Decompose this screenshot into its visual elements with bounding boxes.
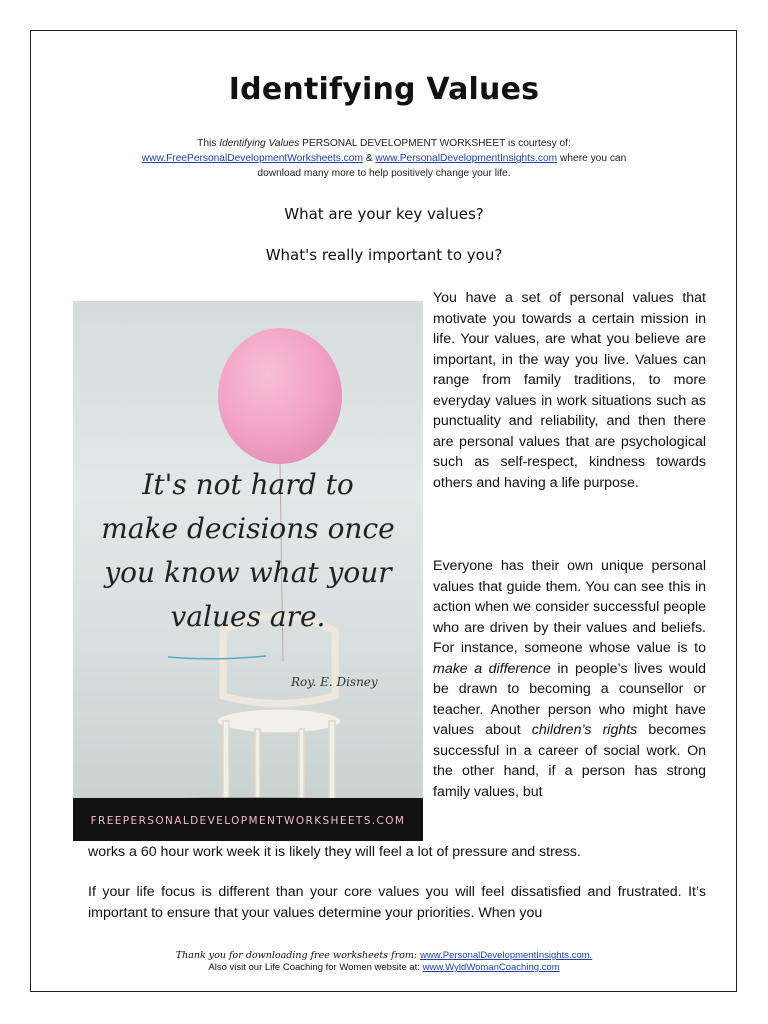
balloon-shape [218,328,342,464]
paragraph-unique-values-tail: works a 60 hour work week it is likely they will feel a lot of pressure and stress. [88,844,581,860]
p2-part-a: Everyone has their own unique personal values that guide them. You can see this in action when we consider successful people who are driven by their values and beliefs. For instance, someone whose value is to [433,558,706,656]
footer-insights-link[interactable]: www.PersonalDevelopmentInsights.com. [420,950,593,961]
paragraph-life-focus: If your life focus is different than your core values you will feel dissatisfied and frustrated. It’s important to ensure that your values determine your priorities. When you [88,884,706,921]
paragraph-unique-values [433,556,706,802]
p2-emphasis-rights: children’s rights [531,722,638,738]
insights-link[interactable]: www.PersonalDevelopmentInsights.com [375,153,558,164]
courtesy-mid: PERSONAL DEVELOPMENT WORKSHEET is courtesy of: [299,138,571,149]
quote-line-2: make decisions once [101,512,395,545]
quote-author: Roy. E. Disney [291,675,378,689]
p2-emphasis-difference: make a difference [433,660,551,677]
poster-banner-text: FREEPERSONALDEVELOPMENTWORKSHEETS.COM [90,815,406,827]
poster-quote [73,463,423,639]
courtesy-pre: This [197,138,220,149]
page-title: Identifying Values [228,72,540,107]
page-footer [0,950,768,974]
question-important: What's really important to you? [265,246,503,264]
footer-thanks: Thank you for downloading free worksheets from: [175,950,421,961]
courtesy-note [80,136,688,181]
quote-underline [168,656,266,659]
chair-shape [217,616,341,801]
footer-visit-text: Also visit our Life Coaching for Women website at: [208,962,423,973]
quote-line-3: you know what your [104,556,392,589]
free-worksheets-link[interactable]: www.FreePersonalDevelopmentWorksheets.com [141,153,363,164]
courtesy-amp: & [362,153,376,164]
p2-part-c: becomes successful in a career of social work. On the other hand, if a person has strong family values, but [433,722,706,800]
quote-poster-image [73,301,423,841]
courtesy-post2: download many more to help positively change your life. [257,168,511,179]
p2-part-b: in people’s lives would be drawn to becoming a counsellor or teacher. Another person who might have values about [433,660,706,738]
courtesy-post1: where you can [557,153,627,164]
paragraph-values-intro: You have a set of personal values that motivate you towards a certain mission in life. Your values, are what you believe are important, in the way you live. Values can range from family traditions, to more everyday values in work situations such as punctuality and reliability, and then there are personal values that are psychological such as self-respect, kindness towards others and having a life purpose. [433,290,706,491]
courtesy-italic: Identifying Values [219,138,300,149]
quote-line-1: It's not hard to [142,468,354,501]
footer-wyld-link[interactable]: www.WyldWomanCoaching.com [422,962,560,973]
quote-line-4: values are. [170,600,326,633]
question-key-values: What are your key values? [284,205,484,223]
